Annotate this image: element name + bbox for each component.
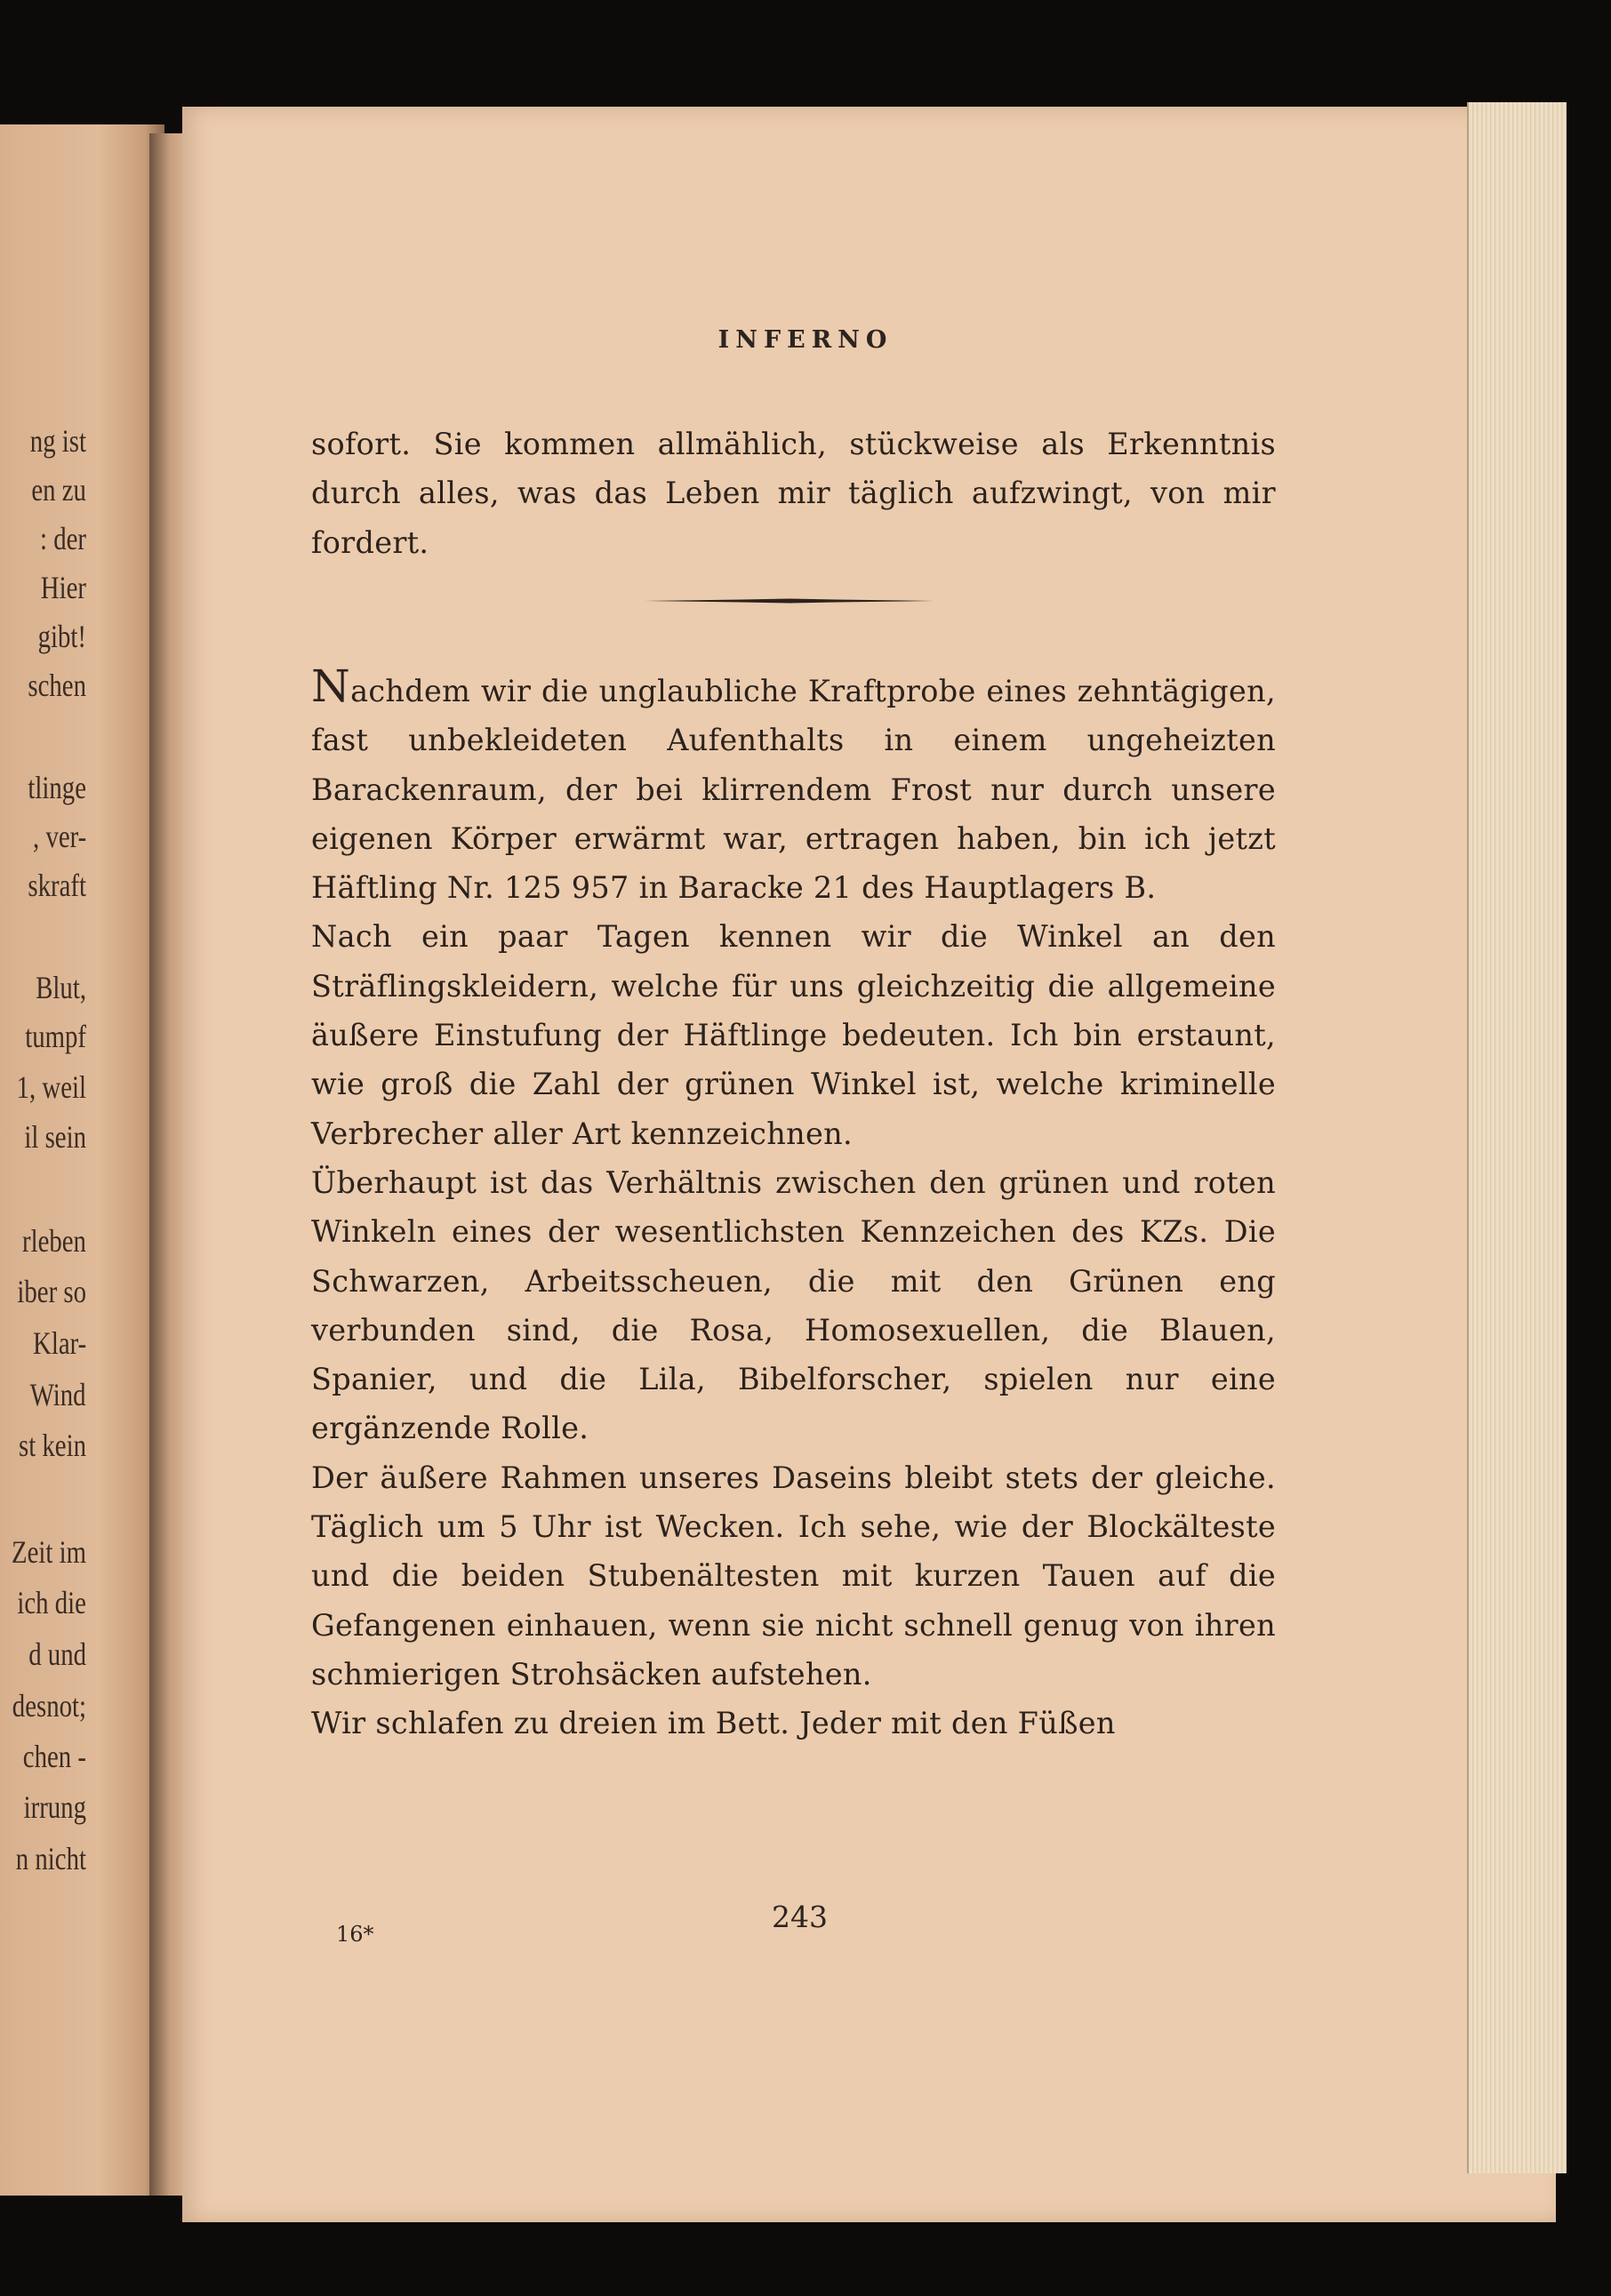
paragraph: sofort. Sie kommen allmählich, stückweise als Erkenntnis durch alles, was das Leben mir täglich aufzwingt, von mir fordert. (311, 427, 1276, 560)
left-page-line: Hier (40, 570, 86, 605)
left-page-line: gibt! (37, 619, 86, 654)
left-page-line: skraft (28, 868, 86, 903)
left-page-line: ich die (17, 1585, 86, 1620)
left-page-line: , ver- (32, 819, 86, 854)
left-page-line: Klar- (32, 1325, 86, 1361)
drop-cap: N (311, 660, 351, 712)
section-body (311, 660, 1276, 1748)
left-page-line: irrung (23, 1789, 86, 1825)
left-page-line: tumpf (25, 1019, 86, 1054)
paragraph: Nach ein paar Tagen kennen wir die Winkel an den Sträflingskleidern, welche für uns gleichzeitig die allgemeine äußere Einstufung der Häftlinge bedeuten. Ich bin erstaunt, wie groß die Zahl der grünen Winkel ist, welche kriminelle Verbrecher aller Art kennzeichnen. (311, 919, 1276, 1151)
left-page-line: rleben (22, 1223, 86, 1259)
previous-page (0, 124, 164, 2196)
left-page-line: ng ist (29, 423, 86, 459)
paragraph: Der äußere Rahmen unseres Daseins bleibt stets der gleiche. Täglich um 5 Uhr ist Wecken. Ich sehe, wie der Blockälteste und die beiden Stubenältesten mit kurzen Tauen auf die Gefangenen einhauen, wenn sie nicht schnell genug von ihren schmierigen Strohsäcken aufstehen. (311, 1460, 1276, 1692)
left-page-line: tlinge (28, 770, 86, 805)
left-page-line: : der (40, 521, 86, 556)
paragraph: Überhaupt ist das Verhältnis zwischen den grünen und roten Winkeln eines der wesentlichsten Kennzeichen des KZs. Die Schwarzen, Arbeitsscheuen, die mit den Grünen eng verbunden sind, die Rosa, Homosexuellen, die Blauen, Spanier, und die Lila, Bibelforscher, spielen nur eine ergänzende Rolle. (311, 1164, 1276, 1446)
page-number: 243 (772, 1900, 828, 1934)
continued-paragraph (311, 420, 1276, 567)
left-page-line: Wind (30, 1377, 86, 1412)
left-page-line: d und (28, 1636, 86, 1672)
left-page-line: chen - (22, 1739, 86, 1774)
paragraph-text: achdem wir die unglaubliche Kraftprobe eines zehntägigen, fast unbekleideten Aufenthalts in einem ungeheizten Barackenraum, der bei klirrendem Frost nur durch unsere eigenen Körper erwärmt war, ertragen haben, bin ich jetzt Häftling Nr. 125 957 in Baracke 21 des Hauptlagers B. (311, 674, 1276, 906)
paragraph (311, 660, 1276, 912)
left-page-line: st kein (19, 1428, 86, 1463)
page-edges (1467, 102, 1567, 2173)
paragraph: Wir schlafen zu dreien im Bett. Jeder mit den Füßen (311, 1706, 1116, 1741)
left-page-line: en zu (31, 472, 86, 508)
left-page-line: Blut, (36, 970, 86, 1005)
running-head: INFERNO (717, 326, 894, 354)
left-page-line: Zeit im (12, 1534, 86, 1570)
left-page-line: il sein (24, 1119, 86, 1155)
left-page-line: schen (28, 668, 86, 703)
left-page-line: n nicht (15, 1841, 86, 1876)
left-page-line: 1, weil (16, 1069, 86, 1105)
left-page-line: desnot; (12, 1688, 86, 1724)
signature-mark: 16* (336, 1922, 374, 1947)
section-divider (645, 598, 934, 604)
left-page-line: iber so (17, 1274, 86, 1309)
